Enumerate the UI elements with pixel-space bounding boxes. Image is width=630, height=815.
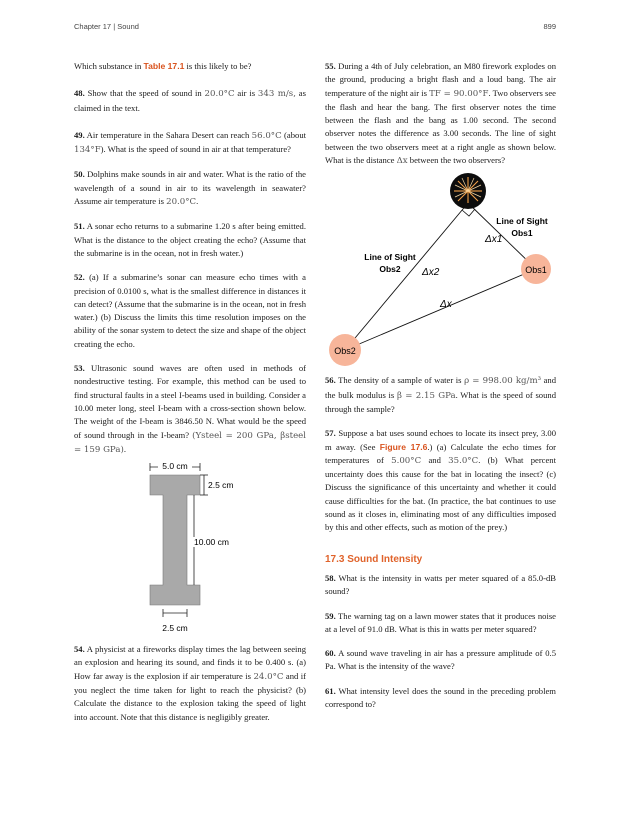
problem-57: 57. Suppose a bat uses sound echoes to locate its insect prey, 3.00 m away. (See Figure 17.6.) (a) Calculate the echo times for temperatures of 5.00°C and 35.0°C. (b) What percent uncertainty does this cause for the bat in locating the insect? (c) Discuss the significance of this uncertainty and whether it could cause difficulties for the bat. (In practice, the bat continues to use sound as it closes in, eliminating most of any difficulties imposed by this and other effects, such as motion of the prey.) (325, 428, 557, 533)
problem-50: 50. Dolphins make sounds in air and water. What is the ratio of the wavelength of a sound in air to its wavelength in seawater? Assume air temperature is 20.0°C. (74, 169, 306, 208)
left-column (74, 60, 306, 735)
observers-diagram (325, 172, 556, 368)
figure-link[interactable]: Figure 17.6 (379, 441, 428, 452)
problem-58: 58. What is the intensity in watts per meter squared of a 85.0-dB sound? (325, 572, 556, 597)
los1-obs: Obs1 (511, 228, 533, 239)
problem-59: 59. The warning tag on a lawn mower states that it produces noise at a level of 91.0 dB. What is this in watts per meter squared? (325, 610, 556, 634)
right-angle-mark (462, 209, 475, 216)
los2-obs: Obs2 (379, 264, 401, 275)
los1-title: Line of Sight (496, 216, 548, 227)
problem-53: 53. Ultrasonic sound waves are often used in methods of nondestructive testing. For example, this method can be used to find structural faults in a steel I-beams used in building. Consider a 10.00 meter long, steel I-beam with a cross-section shown below. The weight of the I-beam is 3846.50 N. What would be the speed of sound through in the I-beam? (Ysteel = 200 GPa, βsteel = 159 GPa). (74, 363, 306, 455)
right-column (325, 60, 556, 722)
chapter-header: Chapter 17 | Sound (74, 22, 139, 31)
observer-1-label: Obs1 (525, 265, 547, 276)
dx-label: Δx (440, 299, 452, 311)
problem-51: 51. A sonar echo returns to a submarine 1.20 s after being emitted. What is the distance to the object creating the echo? (Assume that the submarine is in the ocean, not in fresh water.) (74, 221, 306, 258)
q47-tail: Which substance in Table 17.1 is this likely to be? (74, 61, 252, 71)
firework-icon (450, 173, 486, 209)
height-label: 10.00 cm (194, 537, 229, 548)
dx2-label: Δx2 (422, 267, 440, 279)
problem-60: 60. A sound wave traveling in air has a pressure amplitude of 0.5 Pa. What is the intensity of the wave? (325, 648, 556, 672)
section-heading: 17.3 Sound Intensity (325, 553, 423, 565)
problem-48: 48. Show that the speed of sound in 20.0°C air is 343 m/s, as claimed in the text. (74, 88, 306, 113)
line-of-sight-2 (345, 203, 468, 350)
observer-2-label: Obs2 (334, 346, 356, 357)
i-beam-figure (74, 459, 306, 639)
problem-55: 55. During a 4th of July celebration, an M80 firework explodes on the ground, producing a bright flash and a loud bang. The air temperature of the night air is TF = 90.00°F. Two observers see the flash and hear the bang. The first observer notes the time between the flash and the bang as 1.00 second. The second observer notes the difference as 3.00 seconds. The line of sight between the two observers meet at a right angle as shown below. What is the distance Δx between the two observers? (325, 61, 556, 167)
dx1-label: Δx1 (485, 234, 503, 246)
los2-title: Line of Sight (364, 252, 416, 263)
problem-49: 49. Air temperature in the Sahara Desert can reach 56.0°C (about 134°F). What is the speed of sound in air at that temperature? (74, 129, 306, 156)
problem-56: 56. The density of a sample of water is ρ = 998.00 kg/m³ and the bulk modulus is β = 2.15 GPa. What is the speed of sound through the sample? (325, 375, 557, 414)
web-label: 2.5 cm (162, 623, 188, 634)
table-link[interactable]: Table 17.1 (143, 61, 185, 71)
problem-54: 54. A physicist at a fireworks display times the lag between seeing an explosion and hearing its sound, and finds it to be 0.400 s. (a) How far away is the explosion if air temperature is 24.0°C and if you neglect the time taken for light to reach the physicist? (b) Calculate the distance to the explosion taking the speed of light into account. Note that this distance is negligibly greater. (74, 644, 306, 722)
problem-61: 61. What intensity level does the sound in the preceding problem correspond to? (325, 685, 556, 710)
page-number: 899 (543, 22, 556, 31)
top-width-label: 5.0 cm (162, 461, 188, 472)
flange-label: 2.5 cm (208, 480, 234, 491)
problem-52: 52. (a) If a submarine’s sonar can measure echo times with a precision of 0.0100 s, what is the smallest difference in distances it can detect? (Assume that the submarine is in the ocean, not in fresh water.) (b) Discuss the limits this time resolution imposes on the ability of the sonar system to detect the size and shape of the object creating the echo. (74, 272, 306, 349)
